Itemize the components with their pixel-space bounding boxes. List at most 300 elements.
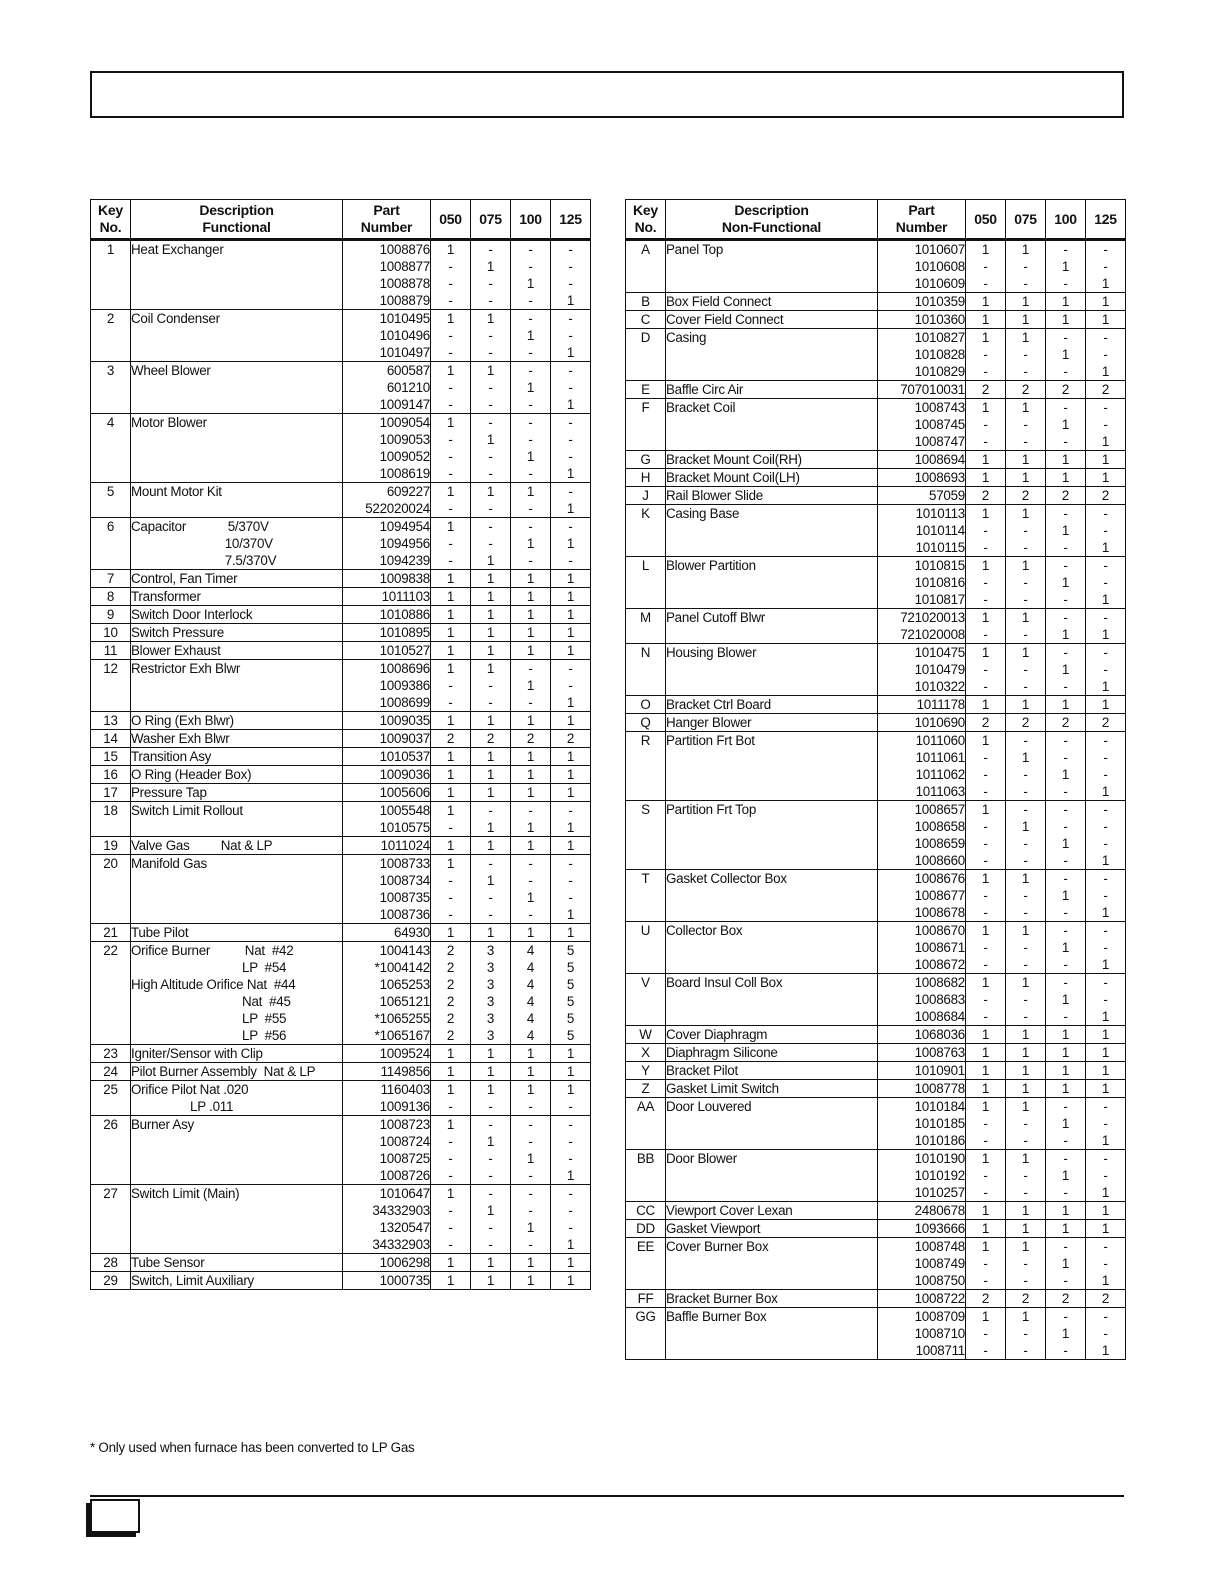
key-number-cell (626, 381, 666, 399)
quantity-value: - (1023, 679, 1028, 694)
quantity-value: - (528, 397, 533, 412)
key-number: 9 (106, 607, 115, 622)
quantity-cell-100 (1046, 1150, 1086, 1202)
quantity-value: - (448, 449, 453, 464)
part-number: 1010495 (379, 311, 430, 326)
part-number-cell (343, 1272, 431, 1290)
quantity-value: 1 (446, 242, 455, 257)
quantity-cell-075 (471, 570, 511, 588)
description-cell (131, 712, 343, 730)
quantity-value: - (448, 1134, 453, 1149)
quantity-cell-075 (471, 837, 511, 855)
quantity-value: - (1103, 506, 1108, 521)
quantity-cell-050 (431, 766, 471, 784)
part-number-cell (878, 1238, 966, 1290)
part-number-cell (878, 487, 966, 505)
quantity-value: - (983, 957, 988, 972)
part-number: 1011061 (915, 750, 965, 765)
quantity-value: - (568, 311, 573, 326)
quantity-value: - (1103, 1239, 1108, 1254)
parts-table-row (91, 362, 591, 414)
quantity-cell-100 (1046, 801, 1086, 870)
quantity-cell-100 (1046, 1080, 1086, 1098)
quantity-cell-125 (1086, 329, 1126, 381)
quantity-value: 1 (486, 259, 495, 274)
quantity-value: - (528, 907, 533, 922)
quantity-value: - (1063, 1099, 1068, 1114)
quantity-cell-125 (1086, 451, 1126, 469)
quantity-cell-125 (551, 802, 591, 837)
quantity-value: - (568, 803, 573, 818)
key-number: 7 (106, 571, 115, 586)
part-number: 1008709 (914, 1309, 965, 1324)
quantity-value: 1 (566, 536, 575, 551)
quantity-cell-075 (471, 712, 511, 730)
quantity-cell-075 (1006, 399, 1046, 451)
quantity-value: 1 (446, 1186, 455, 1201)
quantity-value: 1 (566, 1255, 575, 1270)
quantity-cell-100 (511, 1254, 551, 1272)
non-functional-table-header (626, 200, 1126, 240)
part-number: 1010497 (379, 345, 430, 360)
part-number: 64930 (394, 925, 430, 940)
quantity-value: 1 (1101, 679, 1110, 694)
quantity-value: - (983, 364, 988, 379)
part-description: Orifice Burner Nat #42 (131, 943, 294, 958)
quantity-value: - (1063, 802, 1068, 817)
quantity-value: 1 (526, 713, 535, 728)
quantity-cell-125 (1086, 1290, 1126, 1308)
quantity-value: - (1063, 819, 1068, 834)
quantity-value: 1 (981, 452, 990, 467)
key-number-cell (91, 624, 131, 642)
quantity-value: - (528, 345, 533, 360)
key-number-cell (91, 606, 131, 624)
part-number-cell (343, 1063, 431, 1081)
quantity-value: - (488, 397, 493, 412)
quantity-value: 1 (566, 345, 575, 360)
key-number: W (639, 1027, 652, 1042)
quantity-cell-125 (551, 310, 591, 362)
quantity-value: 1 (1021, 330, 1030, 345)
quantity-value: - (1023, 957, 1028, 972)
key-number-cell (626, 1026, 666, 1044)
parts-table-row (91, 1254, 591, 1272)
quantity-value: 1 (1061, 470, 1070, 485)
part-description: Transition Asy (131, 749, 212, 764)
quantity-cell-100 (1046, 732, 1086, 801)
quantity-value: 1 (486, 571, 495, 586)
quantity-value: 1 (446, 484, 455, 499)
parts-table-row (626, 922, 1126, 974)
key-number-cell (91, 570, 131, 588)
quantity-value: 1 (486, 785, 495, 800)
quantity-cell-050 (966, 1220, 1006, 1238)
quantity-value: - (1023, 992, 1028, 1007)
key-number: X (641, 1045, 650, 1060)
quantity-cell-075 (1006, 1220, 1046, 1238)
quantity-value: - (1023, 733, 1028, 748)
description-cell (666, 329, 878, 381)
quantity-cell-075 (1006, 1080, 1046, 1098)
key-number: 27 (103, 1186, 118, 1201)
part-number: 1010827 (914, 330, 965, 345)
description-cell (666, 1238, 878, 1290)
parts-table-row (626, 974, 1126, 1026)
quantity-value: 2 (981, 715, 990, 730)
description-cell (666, 1308, 878, 1360)
part-number: 1010192 (914, 1168, 965, 1183)
quantity-value: 2 (446, 731, 455, 746)
part-number-cell (878, 870, 966, 922)
part-number: 1010113 (915, 506, 965, 521)
quantity-cell-100 (511, 240, 551, 310)
quantity-value: 1 (526, 536, 535, 551)
key-number-cell (91, 642, 131, 660)
quantity-value: 1 (446, 1064, 455, 1079)
part-description: Gasket Limit Switch (666, 1081, 779, 1096)
quantity-value: 1 (486, 873, 495, 888)
part-number: 1094956 (379, 536, 430, 551)
key-number-cell (91, 766, 131, 784)
key-number: 21 (103, 925, 118, 940)
quantity-value: - (1103, 523, 1108, 538)
quantity-value: - (1023, 592, 1028, 607)
quantity-value: 1 (566, 571, 575, 586)
quantity-value: 1 (526, 643, 535, 658)
key-number: 3 (106, 363, 115, 378)
quantity-value: - (528, 415, 533, 430)
parts-table-row (91, 1045, 591, 1063)
quantity-value: 1 (566, 749, 575, 764)
key-number: U (640, 923, 651, 938)
quantity-value: 1 (526, 1255, 535, 1270)
quantity-cell-050 (431, 1045, 471, 1063)
part-number: 34332903 (372, 1237, 430, 1252)
quantity-value: 1 (526, 749, 535, 764)
part-number: 1010886 (379, 607, 430, 622)
quantity-value: - (1103, 242, 1108, 257)
part-number: 1004143 (379, 943, 430, 958)
quantity-cell-100 (511, 1045, 551, 1063)
quantity-value: - (1023, 1133, 1028, 1148)
key-number-cell (626, 1080, 666, 1098)
quantity-cell-075 (1006, 1098, 1046, 1150)
quantity-value: 1 (1021, 1309, 1030, 1324)
parts-table-row (91, 588, 591, 606)
part-description: Coil Condenser (131, 311, 220, 326)
quantity-cell-125 (1086, 1308, 1126, 1360)
part-description: Housing Blower (666, 645, 757, 660)
part-number: 1149856 (380, 1064, 430, 1079)
quantity-cell-100 (1046, 469, 1086, 487)
quantity-cell-075 (1006, 732, 1046, 801)
key-number: 14 (103, 731, 118, 746)
quantity-cell-050 (966, 381, 1006, 399)
quantity-value: 1 (981, 733, 990, 748)
parts-table-row (626, 1238, 1126, 1290)
quantity-value: - (528, 519, 533, 534)
quantity-value: 1 (566, 501, 575, 516)
quantity-value: - (983, 592, 988, 607)
description-cell (666, 1044, 878, 1062)
header-description: Description Functional (131, 200, 343, 240)
quantity-value: 1 (486, 1255, 495, 1270)
quantity-cell-125 (1086, 399, 1126, 451)
quantity-value: 1 (486, 1046, 495, 1061)
part-number-cell (878, 469, 966, 487)
part-number-cell (343, 660, 431, 712)
page-header-box (90, 71, 1124, 118)
quantity-value: - (1103, 1116, 1108, 1131)
part-number-cell (878, 1150, 966, 1202)
part-number: 721020008 (900, 627, 965, 642)
quantity-value: - (488, 293, 493, 308)
part-number: 1008747 (914, 434, 965, 449)
part-number: 1010690 (914, 715, 965, 730)
quantity-value: - (568, 873, 573, 888)
key-number: 16 (103, 767, 118, 782)
quantity-value: 1 (446, 311, 455, 326)
quantity-cell-050 (431, 570, 471, 588)
quantity-cell-100 (511, 730, 551, 748)
functional-parts-table (90, 199, 591, 1290)
quantity-value: - (1023, 434, 1028, 449)
key-number: 15 (103, 749, 118, 764)
quantity-cell-125 (1086, 922, 1126, 974)
part-description: Gasket Collector Box (666, 871, 787, 886)
part-number-cell (343, 730, 431, 748)
quantity-cell-075 (1006, 293, 1046, 311)
part-number: 1010496 (379, 328, 430, 343)
quantity-value: 1 (566, 1168, 575, 1183)
quantity-cell-075 (1006, 311, 1046, 329)
key-number: 22 (103, 943, 118, 958)
quantity-value: 2 (446, 1011, 455, 1026)
parts-table-row (91, 310, 591, 362)
key-number: S (641, 802, 650, 817)
part-number: 1320547 (379, 1220, 430, 1235)
part-number: 1008726 (379, 1168, 430, 1183)
quantity-value: - (448, 1168, 453, 1183)
part-number-cell (878, 1098, 966, 1150)
quantity-cell-100 (511, 1081, 551, 1116)
description-cell (131, 784, 343, 802)
description-cell (666, 469, 878, 487)
quantity-value: 1 (1101, 312, 1110, 327)
part-number: 1008736 (379, 907, 430, 922)
quantity-value: 1 (1021, 1151, 1030, 1166)
quantity-cell-075 (1006, 974, 1046, 1026)
quantity-value: 1 (1101, 452, 1110, 467)
parts-table-row (91, 924, 591, 942)
key-number: AA (636, 1099, 655, 1114)
part-description: Bracket Mount Coil(LH) (666, 470, 800, 485)
quantity-cell-125 (1086, 1220, 1126, 1238)
part-number: 1009386 (379, 678, 430, 693)
part-number: 1010815 (914, 558, 965, 573)
quantity-cell-050 (966, 870, 1006, 922)
quantity-value: - (1023, 1343, 1028, 1358)
part-number: 1010901 (914, 1063, 965, 1078)
quantity-cell-125 (551, 240, 591, 310)
quantity-cell-075 (471, 784, 511, 802)
part-number: 1009524 (379, 1046, 430, 1061)
part-number: 1008750 (914, 1273, 965, 1288)
quantity-cell-050 (966, 1202, 1006, 1220)
part-number: 1011024 (380, 838, 430, 853)
key-number-cell (626, 1220, 666, 1238)
quantity-value: - (448, 890, 453, 905)
quantity-value: 1 (1021, 1099, 1030, 1114)
quantity-cell-125 (1086, 974, 1126, 1026)
part-number-cell (878, 1062, 966, 1080)
part-description: Tube Pilot (131, 925, 189, 940)
quantity-value: 1 (1061, 1326, 1070, 1341)
part-description: Pressure Tap (131, 785, 207, 800)
quantity-value: 5 (566, 977, 575, 992)
quantity-cell-075 (471, 606, 511, 624)
parts-table-row (91, 1185, 591, 1254)
quantity-value: - (568, 484, 573, 499)
quantity-value: 1 (981, 871, 990, 886)
quantity-value: - (1103, 645, 1108, 660)
quantity-cell-050 (431, 1081, 471, 1116)
quantity-value: - (1063, 733, 1068, 748)
header-model-125: 125 (1086, 200, 1126, 240)
key-number-cell (91, 1185, 131, 1254)
key-number-cell (91, 855, 131, 924)
quantity-value: - (568, 415, 573, 430)
part-number-cell (343, 570, 431, 588)
part-number: 1008734 (379, 873, 430, 888)
parts-table-row (91, 942, 591, 1045)
quantity-value: - (448, 432, 453, 447)
quantity-value: 1 (1021, 1081, 1030, 1096)
quantity-cell-075 (1006, 557, 1046, 609)
quantity-value: 1 (1021, 1203, 1030, 1218)
quantity-cell-100 (1046, 505, 1086, 557)
quantity-value: - (983, 767, 988, 782)
part-number-cell (343, 942, 431, 1045)
key-number: 12 (103, 661, 118, 676)
quantity-value: - (1063, 1009, 1068, 1024)
quantity-value: - (528, 873, 533, 888)
description-cell (131, 1185, 343, 1254)
quantity-cell-050 (966, 293, 1006, 311)
parts-table-row (91, 483, 591, 518)
quantity-value: 1 (526, 276, 535, 291)
header-model-075: 075 (1006, 200, 1046, 240)
quantity-value: - (488, 380, 493, 395)
part-number-cell (878, 714, 966, 732)
part-number: 1008749 (914, 1256, 965, 1271)
parts-table-row (91, 660, 591, 712)
description-cell (131, 766, 343, 784)
quantity-value: - (488, 519, 493, 534)
quantity-value: - (1063, 1239, 1068, 1254)
parts-table-row (91, 240, 591, 310)
key-number-cell (626, 1062, 666, 1080)
quantity-value: 1 (566, 925, 575, 940)
quantity-value: - (1063, 871, 1068, 886)
quantity-value: 1 (486, 1134, 495, 1149)
quantity-value: - (1103, 975, 1108, 990)
parts-table-row (626, 1290, 1126, 1308)
description-cell (131, 1254, 343, 1272)
part-number: 1010647 (379, 1186, 430, 1201)
parts-table-row (91, 766, 591, 784)
part-number: 1008699 (379, 695, 430, 710)
part-description: 10/370V (131, 536, 273, 551)
quantity-value: 1 (1061, 1081, 1070, 1096)
quantity-value: - (448, 1237, 453, 1252)
part-number: 1011063 (915, 784, 965, 799)
quantity-cell-075 (471, 1045, 511, 1063)
quantity-value: 1 (981, 330, 990, 345)
quantity-value: 3 (486, 994, 495, 1009)
parts-table-row (626, 1220, 1126, 1238)
key-number-cell (626, 732, 666, 801)
description-cell (131, 310, 343, 362)
quantity-cell-125 (1086, 1150, 1126, 1202)
parts-table-row (626, 801, 1126, 870)
quantity-value: - (983, 276, 988, 291)
part-number-cell (343, 748, 431, 766)
parts-table-row (91, 748, 591, 766)
quantity-cell-075 (1006, 469, 1046, 487)
key-number-cell (91, 942, 131, 1045)
part-description: LP #56 (131, 1028, 287, 1043)
part-number: 1009037 (379, 731, 430, 746)
part-number: 1008657 (914, 802, 965, 817)
quantity-cell-100 (1046, 1098, 1086, 1150)
quantity-value: 1 (1061, 992, 1070, 1007)
quantity-value: 1 (1101, 364, 1110, 379)
quantity-value: - (568, 380, 573, 395)
quantity-cell-100 (1046, 609, 1086, 644)
quantity-value: - (1103, 836, 1108, 851)
part-number: 1010359 (914, 294, 965, 309)
quantity-value: - (528, 293, 533, 308)
key-number-cell (91, 924, 131, 942)
quantity-value: - (488, 1168, 493, 1183)
quantity-cell-075 (1006, 505, 1046, 557)
part-description: Blower Partition (666, 558, 756, 573)
quantity-value: - (1023, 1326, 1028, 1341)
quantity-value: 2 (446, 960, 455, 975)
quantity-value: 1 (1021, 1221, 1030, 1236)
quantity-value: 2 (1061, 488, 1070, 503)
quantity-cell-050 (966, 1290, 1006, 1308)
quantity-value: - (1023, 662, 1028, 677)
part-number: 1010322 (914, 679, 965, 694)
quantity-value: - (983, 1343, 988, 1358)
part-number: 1009838 (379, 571, 430, 586)
description-cell (131, 570, 343, 588)
quantity-cell-100 (1046, 293, 1086, 311)
part-number-cell (343, 784, 431, 802)
quantity-value: 1 (981, 312, 990, 327)
parts-table-row (91, 1116, 591, 1185)
quantity-cell-125 (551, 1081, 591, 1116)
part-description: Valve Gas Nat & LP (131, 838, 273, 853)
quantity-value: 1 (526, 607, 535, 622)
quantity-value: 1 (566, 466, 575, 481)
quantity-value: - (448, 695, 453, 710)
description-cell (131, 624, 343, 642)
quantity-cell-100 (511, 310, 551, 362)
